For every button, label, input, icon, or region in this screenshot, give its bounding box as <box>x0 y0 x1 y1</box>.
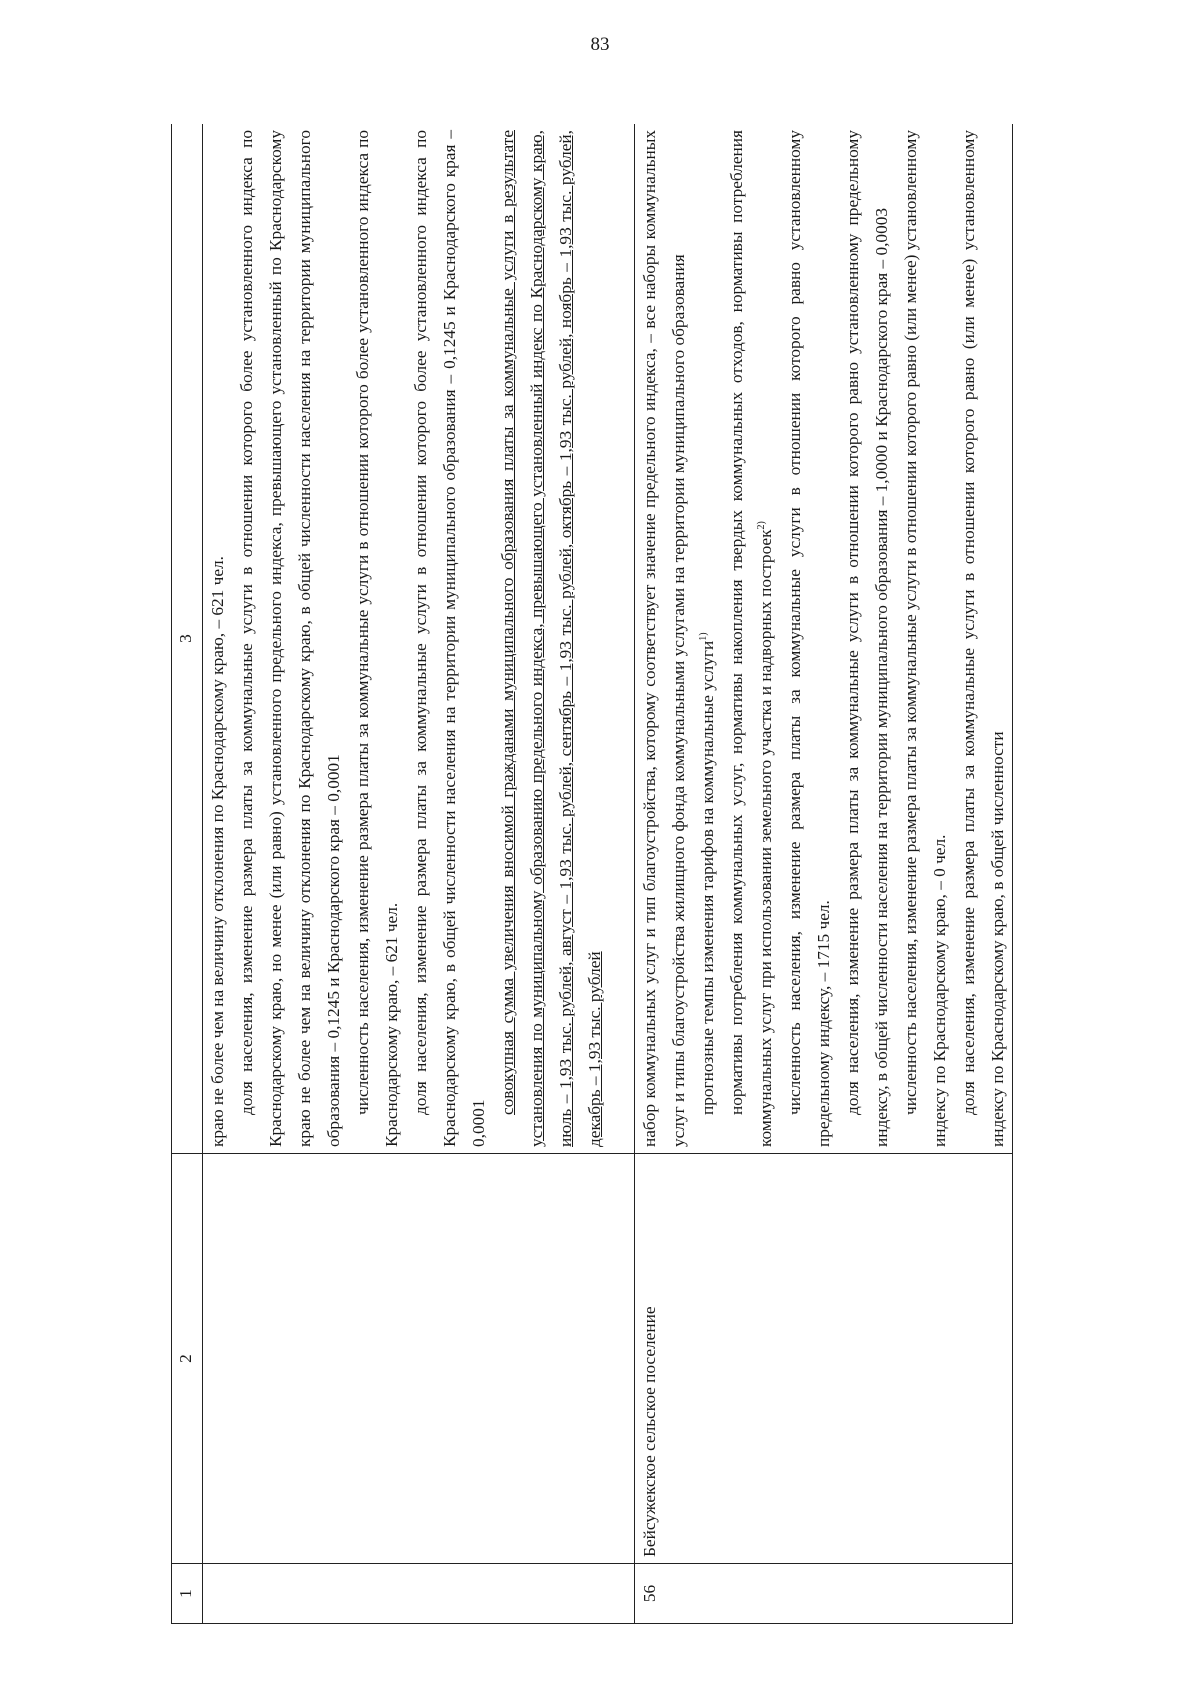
settlement-name-cell <box>203 1154 635 1564</box>
rotated-table <box>171 124 1086 1624</box>
header-col-3: 3 <box>172 124 203 1154</box>
indicator-paragraph: доля населения, изменение размера платы за коммунальные услуги в отношении которого более установленного индекса по Краснодарскому краю, в общей численности населения на территории муниципального образования – 0,1245 и Краснодарского края – 0,0001 <box>411 130 488 1147</box>
row-number-cell: 56 <box>635 1564 1013 1624</box>
indicator-paragraph: краю не более чем на величину отклонения по Краснодарскому краю, – 621 чел. <box>208 556 227 1147</box>
page-number: 83 <box>590 34 610 55</box>
header-col-1: 1 <box>172 1564 203 1624</box>
settlement-name-cell: Бейсужекское сельское поселение <box>635 1154 1013 1564</box>
row-number-cell <box>203 1564 635 1624</box>
indicator-paragraph <box>722 130 780 1147</box>
indicator-paragraph: совокупная сумма увеличения вносимой гражданами муниципального образования платы за коммунальные услуги в результате установления по муниципальному образованию предельного индекса, превышающего установленный индекс по Краснодарскому краю, июль – 1,93 тыс. рублей, август – 1,93 тыс. рублей, сентябрь – 1,93 тыс. рублей, октябрь – 1,93 тыс. рублей, ноябрь – 1,93 тыс. рублей, декабрь – 1,93 тыс. рублей <box>498 130 604 1147</box>
indicator-paragraph: численность населения, изменение размера платы за коммунальные услуги в отношении которого равно установленному предельному индексу, – 1715 чел. <box>785 130 833 1147</box>
indicator-paragraph: набор коммунальных услуг и тип благоустройства, которому соответствует значение предельного индекса, – все наборы коммунальных услуг и типы благоустройства жилищного фонда коммунальными услугами на территории муниципального образования <box>640 130 688 1147</box>
indicator-paragraph: численность населения, изменение размера платы за коммунальные услуги в отношении которого равно (или менее) установленному индексу по Краснодарскому краю, – 0 чел. <box>901 130 949 1147</box>
indicators-cell <box>635 124 1013 1154</box>
footnote-marker: 2) <box>756 521 768 530</box>
table-header-row <box>172 124 203 1624</box>
indicator-paragraph <box>693 130 722 1147</box>
indicator-text: прогнозные темпы изменения тарифов на коммунальные услуги <box>698 640 717 1115</box>
indicator-paragraph: численность населения, изменение размера платы за коммунальные услуги в отношении которого более установленного индекса по Краснодарскому краю, – 621 чел. <box>353 130 401 1147</box>
indicator-paragraph: доля населения, изменение размера платы за коммунальные услуги в отношении которого равно (или менее) установленному индексу по Краснодарскому краю, в общей численности <box>959 130 1007 1147</box>
indicator-text: нормативы потребления коммунальных услуг, нормативы накопления твердых коммунальных отходов, нормативы потребления коммунальных услуг при использовании земельного участка и надворных построек <box>727 130 775 1147</box>
footnote-marker: 1) <box>698 632 710 641</box>
rotated-table-area <box>171 124 1086 1624</box>
header-col-2: 2 <box>172 1154 203 1564</box>
table-row-continued <box>203 124 635 1624</box>
indicator-paragraph: доля населения, изменение размера платы за коммунальные услуги в отношении которого равно установленному предельному индексу, в общей численности населения на территории муниципального образования – 1,0000 и Краснодарского края – 0,0003 <box>843 130 891 1147</box>
indicators-cell <box>203 124 635 1154</box>
indicator-paragraph: доля населения, изменение размера платы за коммунальные услуги в отношении которого более установленного индекса по Краснодарскому краю, но менее (или равно) установленного предельного индекса, превышающего установленный по Краснодарскому краю не более чем на величину отклонения по Краснодарскому краю, в общей численности населения на территории муниципального образования – 0,1245 и Краснодарского края – 0,0001 <box>237 130 343 1147</box>
table-row-56 <box>635 124 1013 1624</box>
data-table <box>171 124 1013 1624</box>
